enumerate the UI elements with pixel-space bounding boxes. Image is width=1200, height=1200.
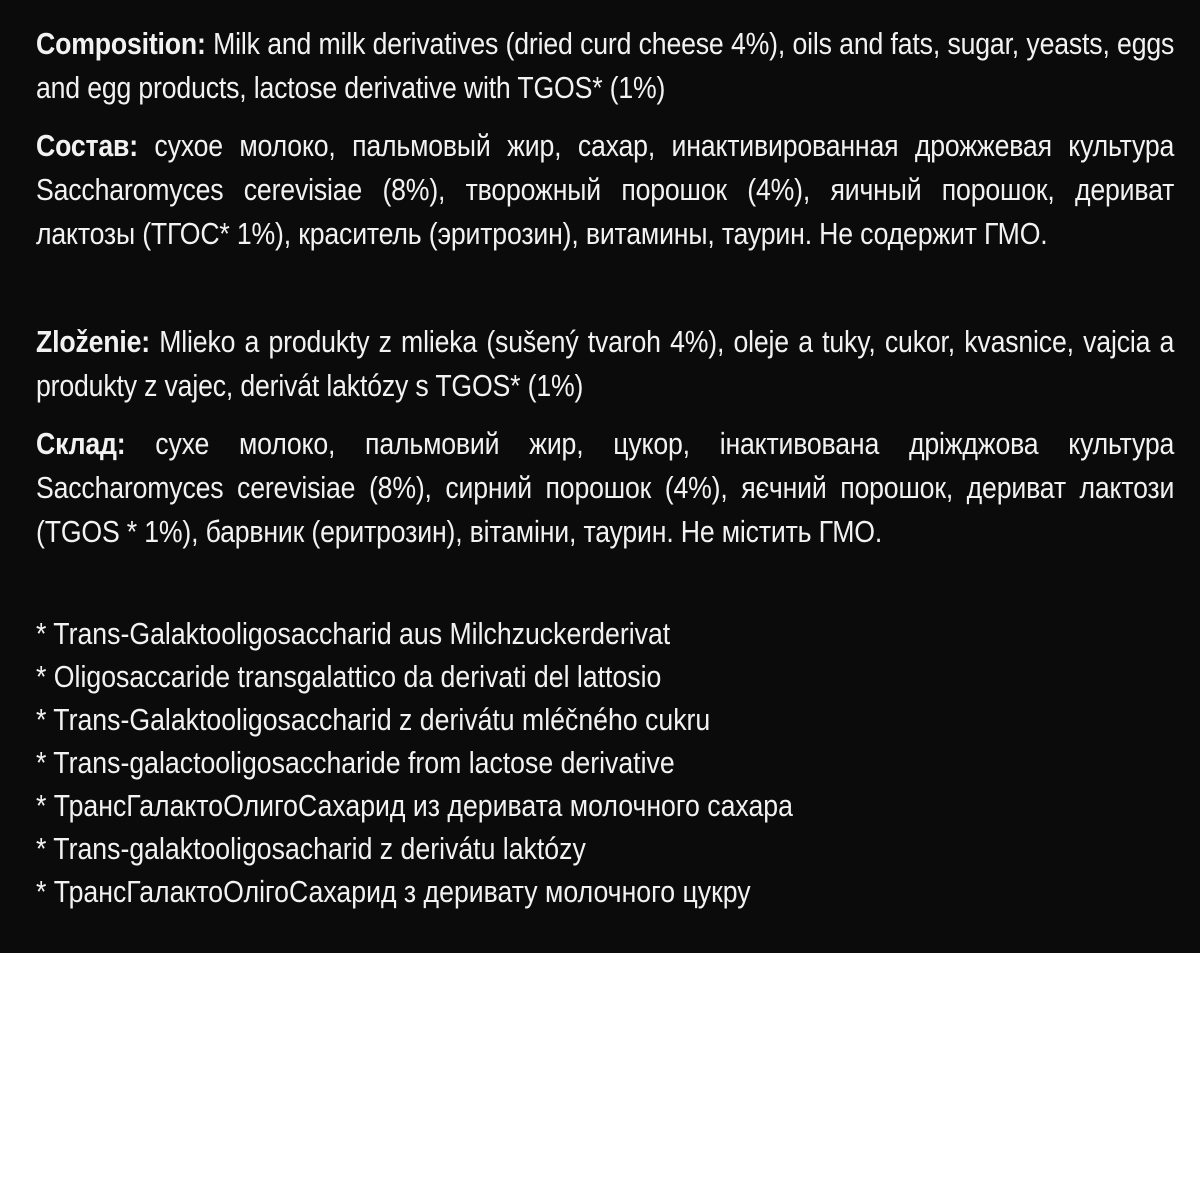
composition-ru-text: сухое молоко, пальмовый жир, сахар, инактивированная дрожжевая культура Saccharomyces cerevisiae (8%), творожный порошок (4%), яичный порошок, дериват лактозы (ТГОС* 1%), краситель (эритрозин), витамины, таурин. Не содержит ГМО. — [36, 128, 1175, 251]
blank-area — [0, 953, 1200, 1200]
footnote: * Trans-Galaktooligosaccharid z derivátu mléčného cukru — [36, 702, 711, 737]
footnote: * Trans-Galaktooligosaccharid aus Milchzuckerderivat — [36, 616, 671, 651]
composition-sk-label: Zloženie: — [36, 324, 150, 359]
footnote: * ТрансГалактоОлігоСахарид з деривату молочного цукру — [36, 874, 751, 909]
composition-en-label: Composition: — [36, 26, 206, 61]
composition-sk — [36, 320, 1174, 408]
footnotes — [36, 612, 1174, 913]
footnote: * Trans-galactooligosaccharide from lactose derivative — [36, 745, 675, 780]
composition-sk-text: Mlieko a produkty z mlieka (sušený tvaroh 4%), oleje a tuky, cukor, kvasnice, vajcia a produkty z vajec, derivát laktózy s TGOS* (1%) — [36, 324, 1175, 403]
composition-uk-text: сухе молоко, пальмовий жир, цукор, інактивована дріжджова культура Saccharomyces cerevisiae (8%), сирний порошок (4%), яєчний порошок, дериват лактози (TGOS * 1%), барвник (еритрозин), вітаміни, таурин. Не містить ГМО. — [36, 426, 1175, 549]
footnote: * ТрансГалактоОлигоСахарид из деривата молочного сахара — [36, 788, 793, 823]
composition-uk-label: Склад: — [36, 426, 126, 461]
composition-en — [36, 22, 1174, 110]
footnote: * Oligosaccaride transgalattico da derivati del lattosio — [36, 659, 662, 694]
composition-en-text: Milk and milk derivatives (dried curd cheese 4%), oils and fats, sugar, yeasts, eggs and egg products, lactose derivative with TGOS* (1%) — [36, 26, 1175, 105]
composition-ru-label: Состав: — [36, 128, 138, 163]
footnote: * Trans-galaktooligosacharid z derivátu laktózy — [36, 831, 586, 866]
composition-ru — [36, 124, 1174, 256]
composition-uk — [36, 422, 1174, 554]
